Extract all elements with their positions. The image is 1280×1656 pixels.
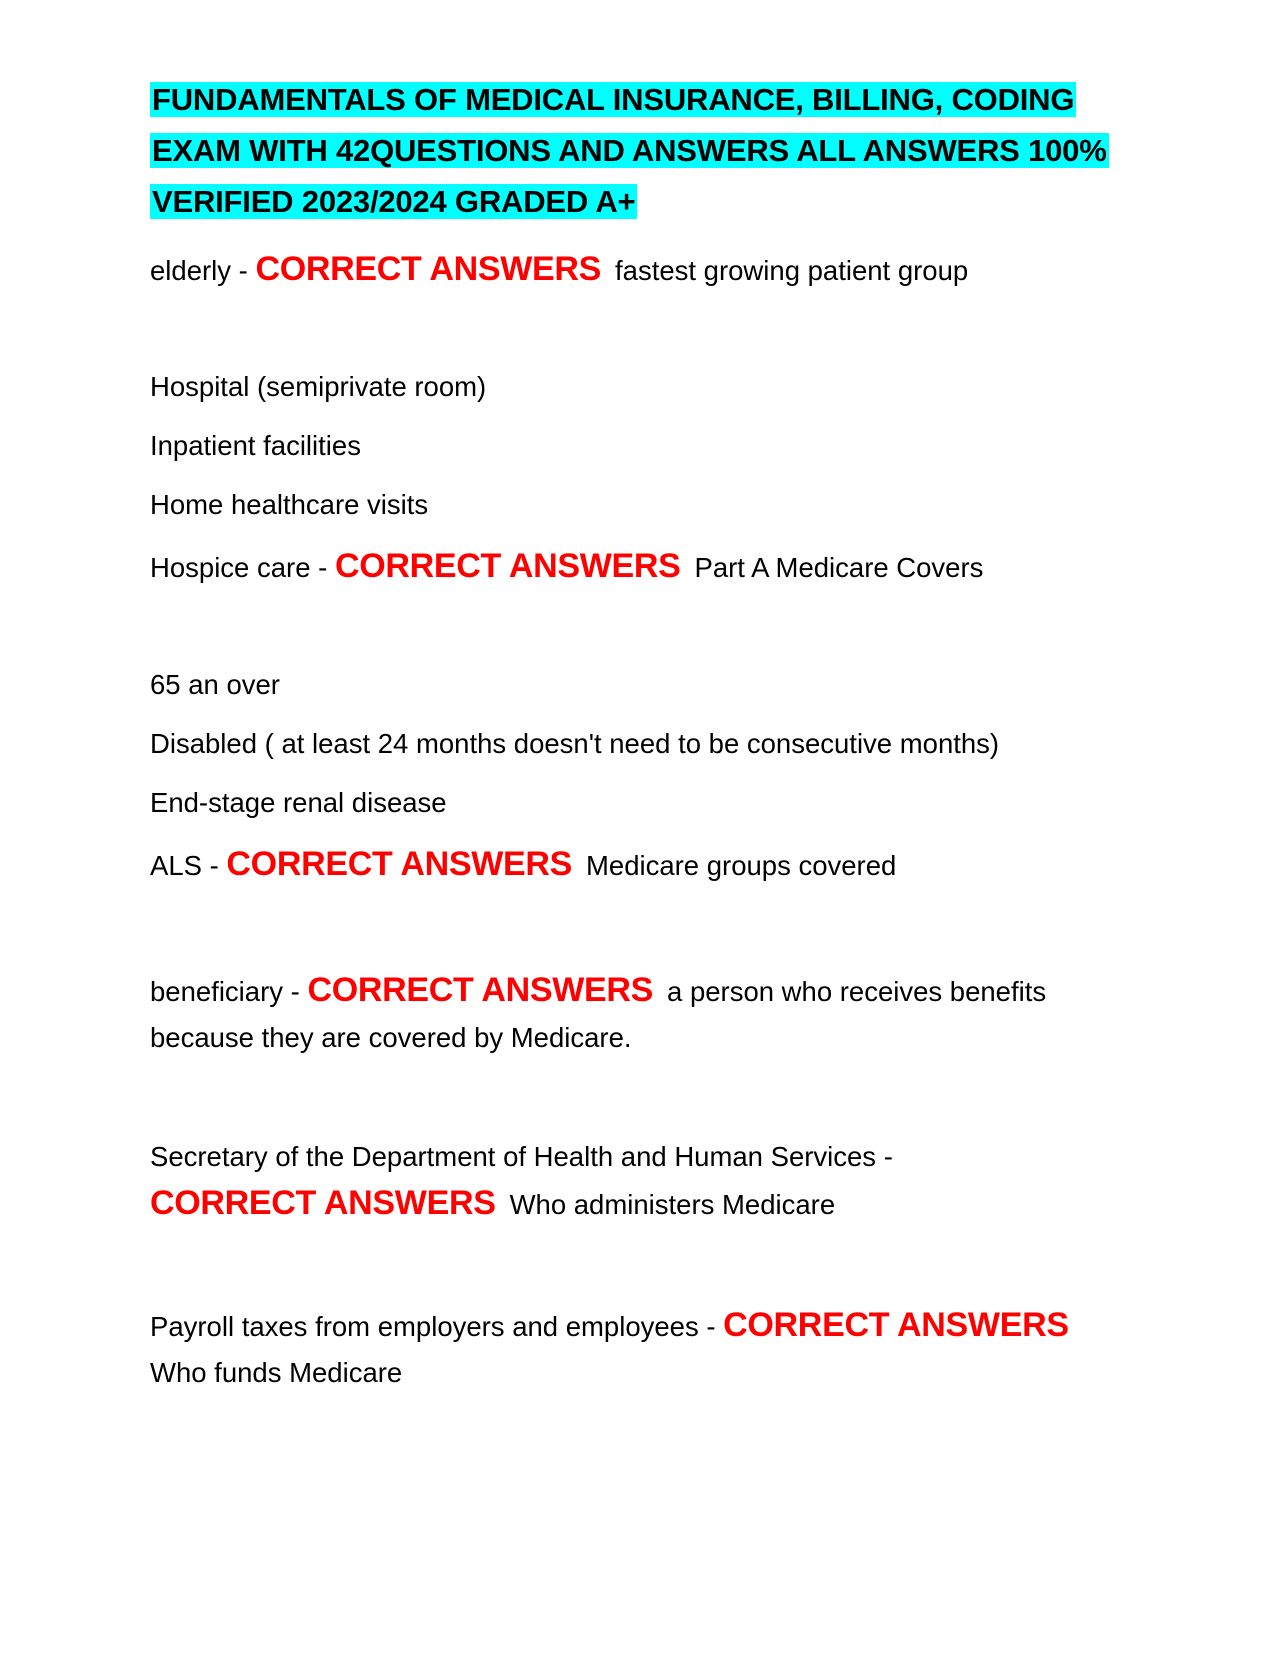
question-line: End-stage renal disease <box>150 787 447 818</box>
question-line: Inpatient facilities <box>150 430 361 461</box>
question-text: Hospice care - <box>150 552 328 583</box>
correct-answers-marker: CORRECT ANSWERS <box>307 971 654 1009</box>
question-line: Home healthcare visits <box>150 489 429 520</box>
question-line: Hospital (semiprivate room) <box>150 371 487 402</box>
answer-text: Who funds Medicare <box>150 1357 403 1388</box>
answer-text: fastest growing patient group <box>615 255 969 286</box>
question-text: Payroll taxes from employers and employees - <box>150 1311 716 1342</box>
correct-answers-marker: CORRECT ANSWERS <box>255 250 602 288</box>
correct-answers-marker: CORRECT ANSWERS <box>226 845 572 883</box>
qa-item <box>150 1134 1140 1228</box>
question-line: Disabled ( at least 24 months doesn't need to be consecutive months) <box>150 728 1000 759</box>
answer-text: a person who receives benefits because they are covered by Medicare. <box>150 976 1047 1053</box>
question-text: elderly - <box>150 255 248 286</box>
correct-answers-marker: CORRECT ANSWERS <box>150 1184 496 1222</box>
question-text: beneficiary - <box>150 976 300 1007</box>
answer-text: Part A Medicare Covers <box>694 552 984 583</box>
qa-item <box>150 246 968 294</box>
answer-text: Who administers Medicare <box>509 1189 836 1220</box>
question-line: 65 an over <box>150 669 280 700</box>
qa-item <box>150 967 1140 1061</box>
answer-text: Medicare groups covered <box>586 850 897 881</box>
correct-answers-marker: CORRECT ANSWERS <box>334 547 681 585</box>
document-title: FUNDAMENTALS OF MEDICAL INSURANCE, BILLING, CODING EXAM WITH 42QUESTIONS AND ANSWERS ALL ANSWERS 100% VERIFIED 2023/2024 GRADED A+ <box>152 82 1107 219</box>
qa-item <box>150 543 983 591</box>
question-text: ALS - <box>150 850 219 881</box>
qa-item <box>150 841 896 889</box>
question-text: Secretary of the Department of Health and Human Services - <box>150 1141 893 1172</box>
correct-answers-marker: CORRECT ANSWERS <box>723 1306 1069 1344</box>
qa-item <box>150 1302 1140 1396</box>
